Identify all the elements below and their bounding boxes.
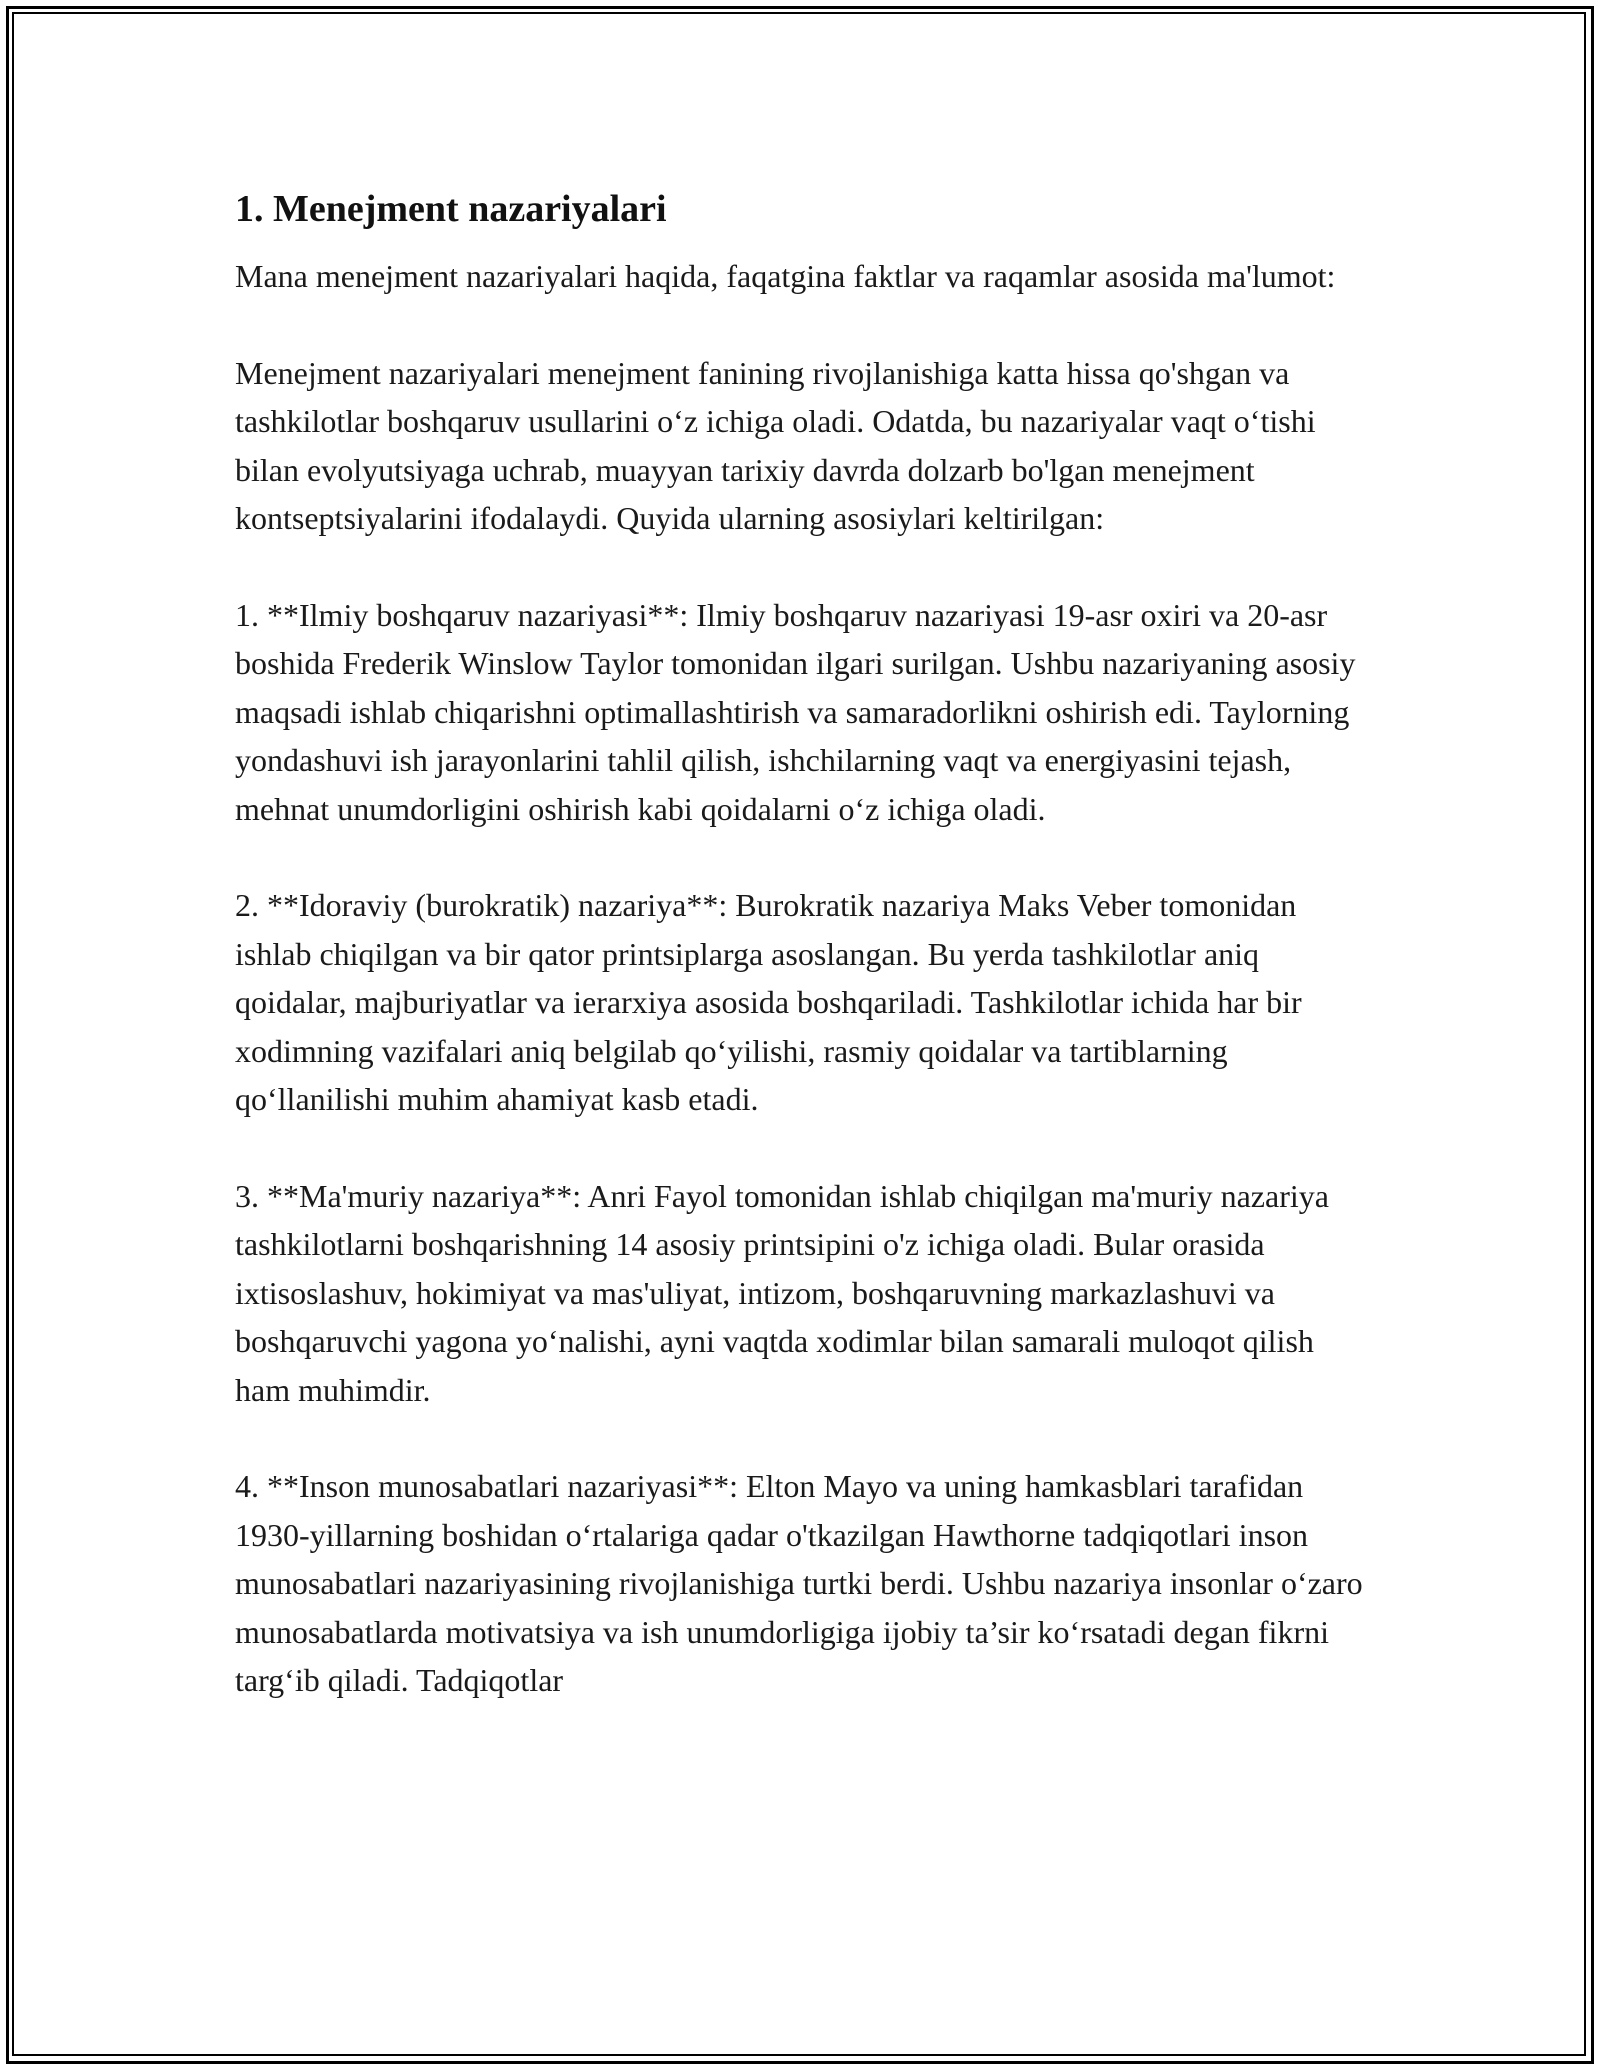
list-item-scientific-management: 1. **Ilmiy boshqaruv nazariyasi**: Ilmiy boshqaruv nazariyasi 19-asr oxiri va 20-asr boshida Frederik Winslow Taylor tomonidan ilgari surilgan. Ushbu nazariyaning asosiy maqsadi ishlab chiqarishni optimallashtirish va samaradorlikni oshirish edi. Taylorning yondashuvi ish jarayonlarini tahlil qilish, ishchilarning vaqt va energiyasini tejash, mehnat unumdorligini oshirish kabi qoidalarni o‘z ichiga oladi. [235, 596, 1356, 827]
overview-paragraph: Menejment nazariyalari menejment fanining rivojlanishiga katta hissa qo'shgan va tashkilotlar boshqaruv usullarini o‘z ichiga oladi. Odatda, bu nazariyalar vaqt o‘tishi bilan evolyutsiyaga uchrab, muayyan tarixiy davrda dolzarb bo'lgan menejment kontseptsiyalarini ifodalaydi. Quyida ularning asosiylari keltirilgan: [235, 354, 1316, 536]
list-item-administrative-theory: 3. **Ma'muriy nazariya**: Anri Fayol tomonidan ishlab chiqilgan ma'muriy nazariya tashkilotlarni boshqarishning 14 asosiy printsipini o'z ichiga oladi. Bular orasida ixtisoslashuv, hokimiyat va mas'uliyat, intizom, boshqaruvning markazlashuvi va boshqaruvchi yagona yo‘nalishi, ayni vaqtda xodimlar bilan samarali muloqot qilish ham muhimdir. [235, 1177, 1329, 1408]
document-title: 1. Menejment nazariyalari [235, 188, 667, 230]
list-item-bureaucratic-theory: 2. **Idoraviy (burokratik) nazariya**: Burokratik nazariya Maks Veber tomonidan ishlab chiqilgan va bir qator printsiplarga asoslangan. Bu yerda tashkilotlar aniq qoidalar, majburiyatlar va ierarxiya asosida boshqariladi. Tashkilotlar ichida har bir xodimning vazifalari aniq belgilab qo‘yilishi, rasmiy qoidalar va tartiblarning qo‘llanilishi muhim ahamiyat kasb etadi. [235, 887, 1302, 1117]
document-body [235, 186, 1370, 1753]
intro-paragraph: Mana menejment nazariyalari haqida, faqatgina faktlar va raqamlar asosida ma'lumot: [235, 258, 1336, 294]
list-item-human-relations-theory: 4. **Inson munosabatlari nazariyasi**: Elton Mayo va uning hamkasblari tarafidan 1930-yillarning boshidan o‘rtalariga qadar o'tkazilgan Hawthorne tadqiqotlari inson munosabatlari nazariyasining rivojlanishiga turtki berdi. Ushbu nazariya insonlar o‘zaro munosabatlarda motivatsiya va ish unumdorligiga ijobiy ta’sir ko‘rsatadi degan fikrni targ‘ib qiladi. Tadqiqotlar [235, 1468, 1363, 1698]
